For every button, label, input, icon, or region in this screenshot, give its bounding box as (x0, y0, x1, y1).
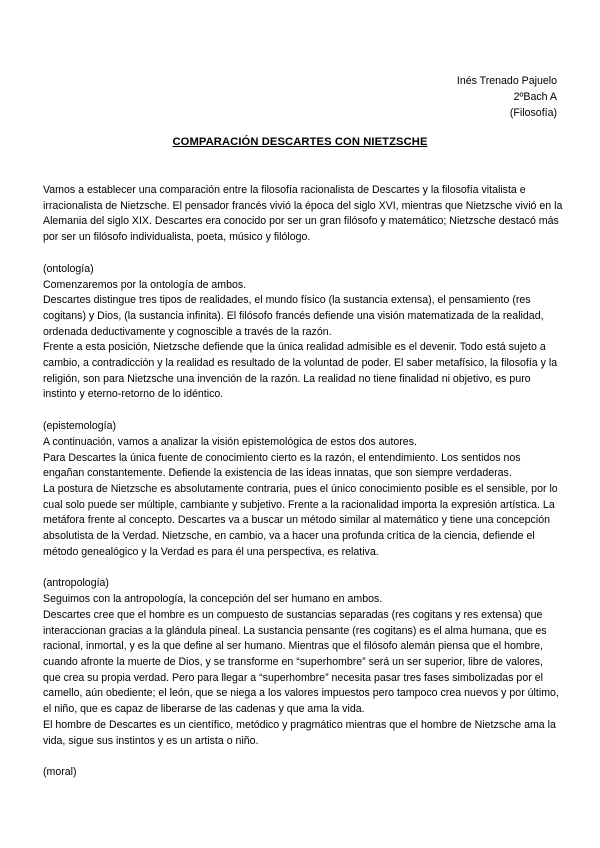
paragraph: Frente a esta posición, Nietzsche defiende que la única realidad admisible es el devenir. Todo está sujeto a cambio, a contradicción y la realidad es resultado de la voluntad de poder. El saber metafísico, la filosofía y la religión, son para Nietzsche una invención de la razón. La realidad no tiene finalidad ni objetivo, es puro instinto y eterno-retorno de lo idéntico. (43, 341, 558, 401)
header-block (457, 73, 557, 121)
document-title: COMPARACIÓN DESCARTES CON NIETZSCHE (172, 136, 428, 148)
section-heading: (epistemología) (43, 420, 117, 433)
document-body (43, 183, 563, 781)
paragraph: Comenzaremos por la ontología de ambos. (43, 278, 247, 291)
paragraph: Para Descartes la única fuente de conocimiento cierto es la razón, el entendimiento. Los sentidos nos engañan constantemente. Defiende la existencia de las ideas innatas, que son siempre verdaderas. (43, 451, 521, 480)
section-heading: (antropología) (43, 577, 109, 590)
section-moral (43, 765, 563, 781)
author-name: Inés Trenado Pajuelo (456, 75, 557, 87)
paragraph: Seguimos con la antropología, la concepción del ser humano en ambos. (43, 593, 383, 606)
paragraph: El hombre de Descartes es un científico, metódico y pragmático mientras que el hombre de Nietzsche ama la vida, sigue sus instintos y es un artista o niño. (43, 718, 556, 747)
section-epistemologia (43, 419, 563, 560)
intro-paragraph: Vamos a establecer una comparación entre la filosofía racionalista de Descartes y la filosofía vitalista e irracionalista de Nietzsche. El pensador francés vivió la época del siglo XVI, mientras que Nietzsche vivió en la Alemania del siglo XIX. Descartes era conocido por ser un gran filósofo y matemático; Nietzsche destacó más por ser un filósofo individualista, poeta, músico y filólogo. (43, 184, 563, 244)
paragraph: La postura de Nietzsche es absolutamente contraria, pues el único conocimiento posible es el sensible, por lo cual solo puede ser múltiple, cambiante y subjetivo. Frente a la racionalidad importa la expresión artística. La metáfora frente al concepto. Descartes va a buscar un método similar al matemático y tiene una concepción absolutista de la Verdad. Nietzsche, en cambio, va a hacer una profunda crítica de la ciencia, defiende el método genealógico y la Verdad es para él una perspectiva, es relativa. (43, 482, 558, 558)
paragraph: Descartes cree que el hombre es un compuesto de sustancias separadas (res cogitans y res extensa) que interaccionan gracias a la glándula pineal. La sustancia pensante (res cogitans) es el alma humana, que es racional, inmortal, y es la que define al ser humano. Mientras que el filósofo alemán piensa que el hombre, cuando afronte la muerte de Dios, y se transforme en “superhombre” será un ser superior, libre de valores, que crea su propia verdad. Pero para llegar a “superhombre” necesita pasar tres fases simbolizadas por el camello, aún obediente; el león, que se niega a los valores impuestos pero tampoco crea nuevos y por último, el niño, que es capaz de liberarse de las cadenas y que ama la vida. (43, 608, 559, 716)
paragraph: A continuación, vamos a analizar la visión epistemológica de estos dos autores. (43, 435, 417, 448)
section-ontologia (43, 262, 563, 403)
section-heading: (moral) (43, 766, 77, 779)
section-heading: (ontología) (43, 262, 94, 275)
paragraph: Descartes distingue tres tipos de realidades, el mundo físico (la sustancia extensa), el pensamiento (res cogitans) y Dios, (la sustancia infinita). El filósofo francés defiende una visión matematizada de la realidad, ordenada deductivamente y cognoscible a través de la razón. (43, 294, 544, 338)
subject-label: (Filosofía) (509, 107, 557, 119)
course-label: 2ºBach A (513, 91, 557, 103)
section-antropologia (43, 576, 563, 749)
